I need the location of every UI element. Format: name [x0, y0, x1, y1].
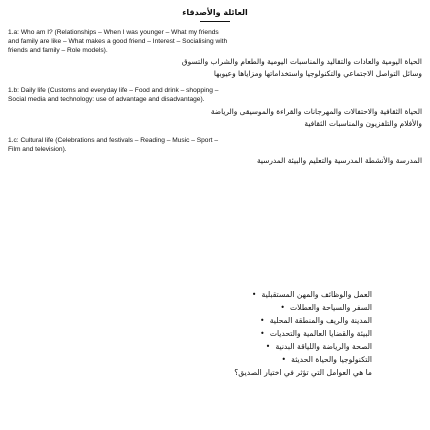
list-item: السفر والسياحة والعطلات •: [200, 301, 372, 314]
en-line: and family are like – What makes a good friend – Interest – Socialising with: [8, 38, 228, 45]
en-line: Film and television).: [8, 146, 67, 153]
bullet-icon: •: [280, 303, 285, 312]
en-line: 1.a: Who am I? (Relationships – When I was younger – What my friends: [8, 29, 219, 36]
section-1a-english: [8, 28, 422, 55]
list-item: البيئة والقضايا العالمية والتحديات •: [200, 327, 372, 340]
ar-line: الحياة اليومية والعادات والتقاليد والمناسبات اليومية والطعام والشراب والتسوق: [181, 57, 422, 66]
section-1b-english: [8, 86, 422, 104]
bullet-icon: •: [265, 342, 271, 351]
ar-line: المدرسة والأنشطة المدرسية والتعليم والبيئة المدرسية: [256, 156, 422, 165]
list-item: التكنولوجيا والحياة الحديثة •: [200, 353, 372, 366]
ar-line: وسائل التواصل الاجتماعي والتكنولوجيا واستخداماتها ومزاياها وعيوبها: [213, 69, 422, 78]
list-item: الصحة والرياضة واللياقة البدنية •: [200, 340, 372, 353]
en-line: 1.b: Daily life (Customs and everyday life – Food and drink – shopping –: [8, 87, 219, 94]
topic-list: [200, 288, 372, 380]
section-1a-arabic: [8, 56, 422, 80]
bullet-icon: •: [260, 329, 265, 338]
section-1b-arabic: [8, 106, 422, 130]
en-line: Social media and technology: use of advantage and disadvantage).: [8, 96, 205, 103]
en-line: 1.c: Cultural life (Celebrations and festivals – Reading – Music – Sport –: [8, 137, 219, 144]
title-underline: [200, 21, 230, 22]
bullet-icon: •: [251, 290, 257, 299]
bullet-icon: •: [281, 355, 286, 364]
list-final-question: ما هي العوامل التي تؤثر في اختيار الصديق؟: [234, 368, 372, 377]
page-title: [0, 8, 430, 17]
section-1c-arabic: [8, 155, 422, 167]
title-text: العائلة والأصدقاء: [182, 8, 248, 17]
list-item: المدينة والريف والمنطقة المحلية •: [200, 314, 372, 327]
ar-line: الحياة الثقافية والاحتفالات والمهرجانات والقراءة والموسيقى والرياضة: [210, 107, 422, 116]
section-1c-english: [8, 136, 422, 154]
ar-line: والأفلام والتلفزيون والمناسبات الثقافية: [304, 119, 422, 128]
list-item: العمل والوظائف والمهن المستقبلية •: [200, 288, 372, 301]
en-line: friends and family – Role models).: [8, 47, 108, 54]
bullet-icon: •: [260, 316, 265, 325]
